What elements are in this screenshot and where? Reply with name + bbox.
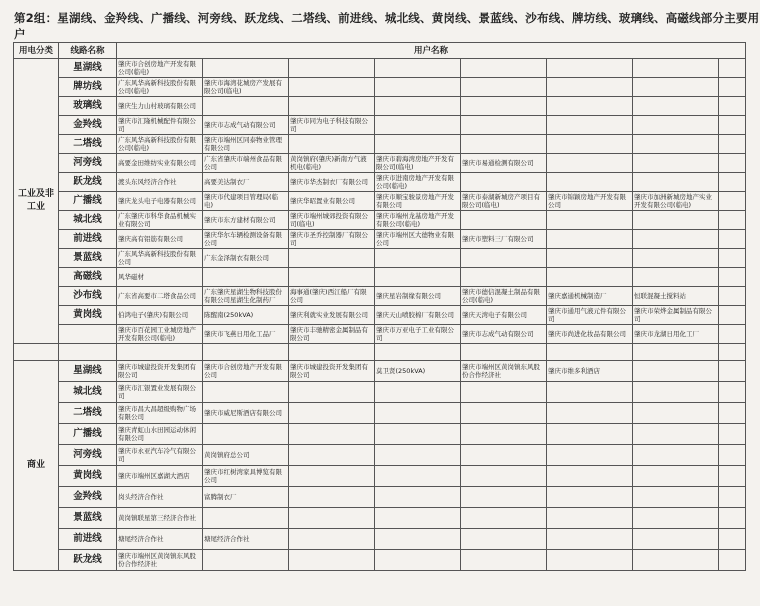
user-cell (461, 508, 547, 529)
table-row (14, 154, 746, 173)
user-cell: 陈醒南(250kVA) (203, 306, 289, 325)
user-cell: 肇庆市端州区嘉湖大酒店 (117, 466, 203, 487)
user-cell (375, 487, 461, 508)
line-name-cell: 星湖线 (59, 361, 117, 382)
user-cell (633, 249, 719, 268)
user-cell: 恒联混凝土搅料站 (633, 287, 719, 306)
user-cell (289, 529, 375, 550)
line-name-cell: 玻璃线 (59, 97, 117, 116)
user-cell: 肇庆市飞燕日用化工品厂 (203, 325, 289, 344)
user-cell (547, 529, 633, 550)
user-cell (719, 529, 746, 550)
user-cell (547, 424, 633, 445)
user-cell: 肇庆市端州龙基房地产开发有限公司(临电) (375, 211, 461, 230)
user-cell (719, 550, 746, 571)
user-cell: 肇庆市易通检测有限公司 (461, 154, 547, 173)
user-cell (289, 445, 375, 466)
user-cell (547, 382, 633, 403)
user-cell: 富腾制衣厂 (203, 487, 289, 508)
user-cell (461, 97, 547, 116)
table-row (14, 59, 746, 78)
user-cell (633, 550, 719, 571)
line-name-cell: 牌坊线 (59, 78, 117, 97)
user-cell (289, 59, 375, 78)
user-cell: 肇庆天山喷胶棉厂有限公司 (375, 306, 461, 325)
line-name-cell: 高磁线 (59, 268, 117, 287)
user-cell (719, 325, 746, 344)
table-row (14, 487, 746, 508)
user-cell: 广东肇庆市科华食品机械实业有限公司 (117, 211, 203, 230)
user-cell (203, 382, 289, 403)
line-name-cell: 跃龙线 (59, 550, 117, 571)
user-cell: 肇庆市代建项目管理局(临电) (203, 192, 289, 211)
user-cell: 肇庆市丰驰精密金属制品有限公司 (289, 325, 375, 344)
user-cell (461, 78, 547, 97)
user-cell (719, 306, 746, 325)
user-cell: 风华磁材 (117, 268, 203, 287)
user-cell: 肇庆市汇银置业发展有限公司 (117, 382, 203, 403)
user-cell (375, 116, 461, 135)
user-cell (547, 466, 633, 487)
user-cell (289, 424, 375, 445)
user-cell (203, 508, 289, 529)
user-cell (719, 382, 746, 403)
user-cell: 肇庆高有铝筋有限公司 (117, 230, 203, 249)
user-cell (289, 97, 375, 116)
user-cell (289, 466, 375, 487)
table-row (14, 424, 746, 445)
user-cell (375, 268, 461, 287)
user-cell (719, 78, 746, 97)
line-name-cell: 河旁线 (59, 445, 117, 466)
empty-cell (461, 344, 547, 361)
user-cell (289, 249, 375, 268)
user-cell: 肇庆市志成气动有限公司 (461, 325, 547, 344)
user-cell (633, 116, 719, 135)
line-name-cell: 黄岗线 (59, 466, 117, 487)
table-row (14, 403, 746, 424)
line-name-cell: 金羚线 (59, 487, 117, 508)
user-cell (203, 550, 289, 571)
user-cell (461, 135, 547, 154)
user-cell (461, 249, 547, 268)
user-cell: 肇庆华尔车辆检测设备有限公司 (203, 230, 289, 249)
user-cell: 肇庆市端州区黄岗镇东风股份合作经济社 (461, 361, 547, 382)
user-cell (633, 382, 719, 403)
user-cell: 肇庆市端州城郊投资有限公司(临电) (289, 211, 375, 230)
user-cell (461, 268, 547, 287)
user-cell (633, 59, 719, 78)
user-cell: 肇庆天湾电子有限公司 (461, 306, 547, 325)
user-cell (719, 192, 746, 211)
user-cell (633, 78, 719, 97)
user-cell: 黄岗镇府总公司 (203, 445, 289, 466)
user-cell: 广东风华高新科技股份有限公司(临电) (117, 78, 203, 97)
user-cell (633, 230, 719, 249)
user-cell (719, 487, 746, 508)
category-cell: 工业及非工业 (14, 59, 59, 344)
user-cell (289, 78, 375, 97)
user-cell: 肇庆市威尼斯酒店有限公司 (203, 403, 289, 424)
user-cell (633, 529, 719, 550)
user-cell: 海事通(肇庆)西江船厂有限公司 (289, 287, 375, 306)
user-cell: 塘尾经济合作社 (203, 529, 289, 550)
user-cell (719, 173, 746, 192)
user-cell: 肇庆市荣烨金属制品有限公司 (633, 306, 719, 325)
line-name-cell: 金羚线 (59, 116, 117, 135)
user-cell: 广东肇庆星湖生物科技股份有限公司星湖生化制药厂 (203, 287, 289, 306)
user-cell: 肇庆市合创房地产开发有限公司 (203, 361, 289, 382)
user-cell (719, 249, 746, 268)
user-cell (719, 403, 746, 424)
user-cell (633, 154, 719, 173)
users-table (13, 42, 746, 571)
user-cell (375, 508, 461, 529)
user-cell (461, 550, 547, 571)
user-cell: 肇庆市汇隆机械配件有限公司 (117, 116, 203, 135)
empty-cell (203, 344, 289, 361)
header-line: 线路名称 (59, 43, 117, 59)
user-cell (289, 508, 375, 529)
table-row (14, 268, 746, 287)
user-cell: 肇庆市尚进化妆品有限公司 (547, 325, 633, 344)
user-cell (633, 97, 719, 116)
user-cell: 肇庆青虹山水田园运动休闲有限公司 (117, 424, 203, 445)
line-name-cell: 黄岗线 (59, 306, 117, 325)
user-cell (375, 135, 461, 154)
user-cell: 肇庆市碧海湾房地产开发有限公司(临电) (375, 154, 461, 173)
user-cell (719, 116, 746, 135)
user-cell (547, 268, 633, 287)
user-cell: 肇庆市合创房地产开发有限公司(临电) (117, 59, 203, 78)
user-cell (289, 135, 375, 154)
line-name-cell: 沙布线 (59, 287, 117, 306)
table-header-row (14, 43, 746, 59)
user-cell (461, 173, 547, 192)
user-cell (633, 211, 719, 230)
user-cell (633, 135, 719, 154)
empty-cell (289, 344, 375, 361)
user-cell: 伯鸿电子(肇庆)有限公司 (117, 306, 203, 325)
user-cell: 肇庆市德信混凝土制品有限公司(临电) (461, 287, 547, 306)
user-cell (719, 361, 746, 382)
user-cell (289, 487, 375, 508)
user-cell (461, 445, 547, 466)
user-cell: 肇庆市加洲新城房地产实业开发有限公司(临电) (633, 192, 719, 211)
line-name-cell: 星湖线 (59, 59, 117, 78)
line-name-cell: 城北线 (59, 382, 117, 403)
user-cell (375, 550, 461, 571)
user-cell: 黄岗镇府(肇庆)新南方气液机电(临电) (289, 154, 375, 173)
user-cell (461, 403, 547, 424)
user-cell (633, 268, 719, 287)
user-cell (719, 154, 746, 173)
table-row (14, 529, 746, 550)
user-cell (547, 230, 633, 249)
table-row (14, 287, 746, 306)
user-cell: 肇庆市进南房地产开发有限公司(临电) (375, 173, 461, 192)
table-row (14, 325, 746, 344)
line-name-cell: 跃龙线 (59, 173, 117, 192)
table-row (14, 173, 746, 192)
user-cell (461, 424, 547, 445)
user-cell (547, 97, 633, 116)
table-row (14, 382, 746, 403)
user-cell (547, 116, 633, 135)
empty-cell (14, 344, 59, 361)
empty-cell (59, 344, 117, 361)
user-cell (633, 424, 719, 445)
user-cell (547, 173, 633, 192)
user-cell (461, 116, 547, 135)
user-cell: 肇庆嘉通机械制造厂 (547, 287, 633, 306)
user-cell (547, 445, 633, 466)
user-cell: 肇庆市永亚汽车冷气有限公司 (117, 445, 203, 466)
empty-cell (375, 344, 461, 361)
user-cell: 高要金田维纺实业有限公司 (117, 154, 203, 173)
user-cell (375, 382, 461, 403)
line-name-cell: 前进线 (59, 529, 117, 550)
user-cell: 高要美达制衣厂 (203, 173, 289, 192)
user-cell: 肇庆市通用气液元件有限公司 (547, 306, 633, 325)
user-cell (547, 508, 633, 529)
table-row (14, 508, 746, 529)
user-cell (547, 249, 633, 268)
user-cell (289, 550, 375, 571)
user-cell (203, 268, 289, 287)
table-row (14, 445, 746, 466)
user-cell (547, 154, 633, 173)
user-cell: 肇庆市端州区同泰物业管理有限公司 (203, 135, 289, 154)
user-cell: 肇庆市龙湖日用化工厂 (633, 325, 719, 344)
user-cell (719, 445, 746, 466)
line-name-cell: 河旁线 (59, 154, 117, 173)
user-cell (719, 230, 746, 249)
user-cell (375, 78, 461, 97)
user-cell: 黄岗镇联星第三经济合作社 (117, 508, 203, 529)
user-cell: 肇庆市城建投资开发集团有限公司 (117, 361, 203, 382)
user-cell: 肇庆市端州区黄岗镇东风股份合作经济社 (117, 550, 203, 571)
line-name-cell: 前进线 (59, 230, 117, 249)
table-row (14, 306, 746, 325)
user-cell: 肇庆利就实业发展有限公司 (289, 306, 375, 325)
user-cell: 广东省高要市二塔食品公司 (117, 287, 203, 306)
line-name-cell: 二塔线 (59, 135, 117, 154)
user-cell (461, 211, 547, 230)
user-cell (719, 424, 746, 445)
user-cell: 肇庆市锦颖房地产开发有限公司 (547, 192, 633, 211)
user-cell: 莫卫贤(250kVA) (375, 361, 461, 382)
user-cell (203, 424, 289, 445)
user-cell (633, 487, 719, 508)
user-cell (633, 466, 719, 487)
line-name-cell: 景蓝线 (59, 508, 117, 529)
table-row (14, 192, 746, 211)
table-row (14, 230, 746, 249)
user-cell: 肇庆市端州区大德物业有限公司 (375, 230, 461, 249)
table-row (14, 116, 746, 135)
user-cell (375, 249, 461, 268)
user-cell (289, 268, 375, 287)
user-cell (289, 382, 375, 403)
line-name-cell: 二塔线 (59, 403, 117, 424)
user-cell: 肇庆市塑料三厂有限公司 (461, 230, 547, 249)
table-row (14, 361, 746, 382)
user-cell (633, 508, 719, 529)
user-cell (719, 59, 746, 78)
user-cell (547, 403, 633, 424)
user-cell (719, 135, 746, 154)
user-cell (461, 529, 547, 550)
user-cell (633, 361, 719, 382)
user-cell (461, 382, 547, 403)
user-cell (203, 59, 289, 78)
user-cell: 肇庆市圣乔控制器厂有限公司 (289, 230, 375, 249)
user-cell: 岗头经济合作社 (117, 487, 203, 508)
user-cell: 肇庆市百花园工业城房地产开发有限公司(临电) (117, 325, 203, 344)
user-cell (633, 403, 719, 424)
user-cell (547, 78, 633, 97)
user-cell (719, 287, 746, 306)
user-cell: 肇庆华昭置业有限公司 (289, 192, 375, 211)
empty-cell (117, 344, 203, 361)
user-cell (547, 135, 633, 154)
user-cell: 肇庆市万亚电子工业有限公司 (375, 325, 461, 344)
user-cell: 肇庆市同为电子科技有限公司 (289, 116, 375, 135)
user-cell: 广东金泽制衣有限公司 (203, 249, 289, 268)
line-name-cell: 广播线 (59, 192, 117, 211)
user-cell (547, 550, 633, 571)
table-row (14, 135, 746, 154)
table-row (14, 249, 746, 268)
empty-cell (547, 344, 633, 361)
user-cell (547, 487, 633, 508)
user-cell: 渡头东风经济合作社 (117, 173, 203, 192)
user-cell: 广东风华高新科技股份有限公司(临电) (117, 135, 203, 154)
table-row (14, 97, 746, 116)
user-cell (375, 97, 461, 116)
user-cell: 肇庆市红树湾家具博览有限公司 (203, 466, 289, 487)
header-users: 用户名称 (117, 43, 746, 59)
table-row (14, 78, 746, 97)
line-name-cell: 景蓝线 (59, 249, 117, 268)
user-cell: 肇庆星岩制缘有限公司 (375, 287, 461, 306)
user-cell (719, 211, 746, 230)
user-cell (375, 403, 461, 424)
user-cell (633, 445, 719, 466)
empty-cell (719, 344, 746, 361)
user-cell: 肇庆市华杰制衣厂有限公司 (289, 173, 375, 192)
user-cell (633, 173, 719, 192)
user-cell (719, 508, 746, 529)
user-cell (375, 59, 461, 78)
user-cell: 塘尾经济合作社 (117, 529, 203, 550)
user-cell (461, 487, 547, 508)
table-row (14, 466, 746, 487)
user-cell (547, 211, 633, 230)
user-cell: 广东省肇庆市端州食品有限公司 (203, 154, 289, 173)
user-cell: 肇庆市昌大昌超级购物广场有限公司 (117, 403, 203, 424)
user-cell (375, 424, 461, 445)
user-cell: 肇庆生力山村玻璃有限公司 (117, 97, 203, 116)
user-cell: 广东风华高新科技股份有限公司 (117, 249, 203, 268)
user-cell (719, 268, 746, 287)
line-name-cell: 城北线 (59, 211, 117, 230)
user-cell (375, 529, 461, 550)
user-cell (289, 403, 375, 424)
user-cell (375, 466, 461, 487)
table-row (14, 550, 746, 571)
user-cell: 肇庆市维多利酒店 (547, 361, 633, 382)
user-cell: 肇庆龙头电子电器有限公司 (117, 192, 203, 211)
user-cell (203, 97, 289, 116)
user-cell: 肇庆市志成气动有限公司 (203, 116, 289, 135)
line-name-cell: 广播线 (59, 424, 117, 445)
section-separator-row (14, 344, 746, 361)
header-category: 用电分类 (14, 43, 59, 59)
user-cell: 肇庆市顺宝骏景房地产开发有限公司 (375, 192, 461, 211)
user-cell: 肇庆市泰湖新城房产项目有限公司(临电) (461, 192, 547, 211)
user-cell (375, 445, 461, 466)
user-cell: 肇庆市城建投资开发集团有限公司 (289, 361, 375, 382)
user-cell: 肇庆市东方建材有限公司 (203, 211, 289, 230)
user-cell (547, 59, 633, 78)
user-cell (719, 466, 746, 487)
empty-cell (633, 344, 719, 361)
category-cell: 商业 (14, 361, 59, 571)
user-cell: 肇庆市海湾花城房产发展有限公司(临电) (203, 78, 289, 97)
user-cell (719, 97, 746, 116)
user-cell (461, 59, 547, 78)
line-name-cell (59, 325, 117, 344)
table-row (14, 211, 746, 230)
document-title: 第2组：星湖线、金羚线、广播线、河旁线、跃龙线、二塔线、前进线、城北线、黄岗线、景蓝线、沙布线、牌坊线、玻璃线、高磁线部分主要用户 (14, 11, 760, 41)
user-cell (461, 466, 547, 487)
